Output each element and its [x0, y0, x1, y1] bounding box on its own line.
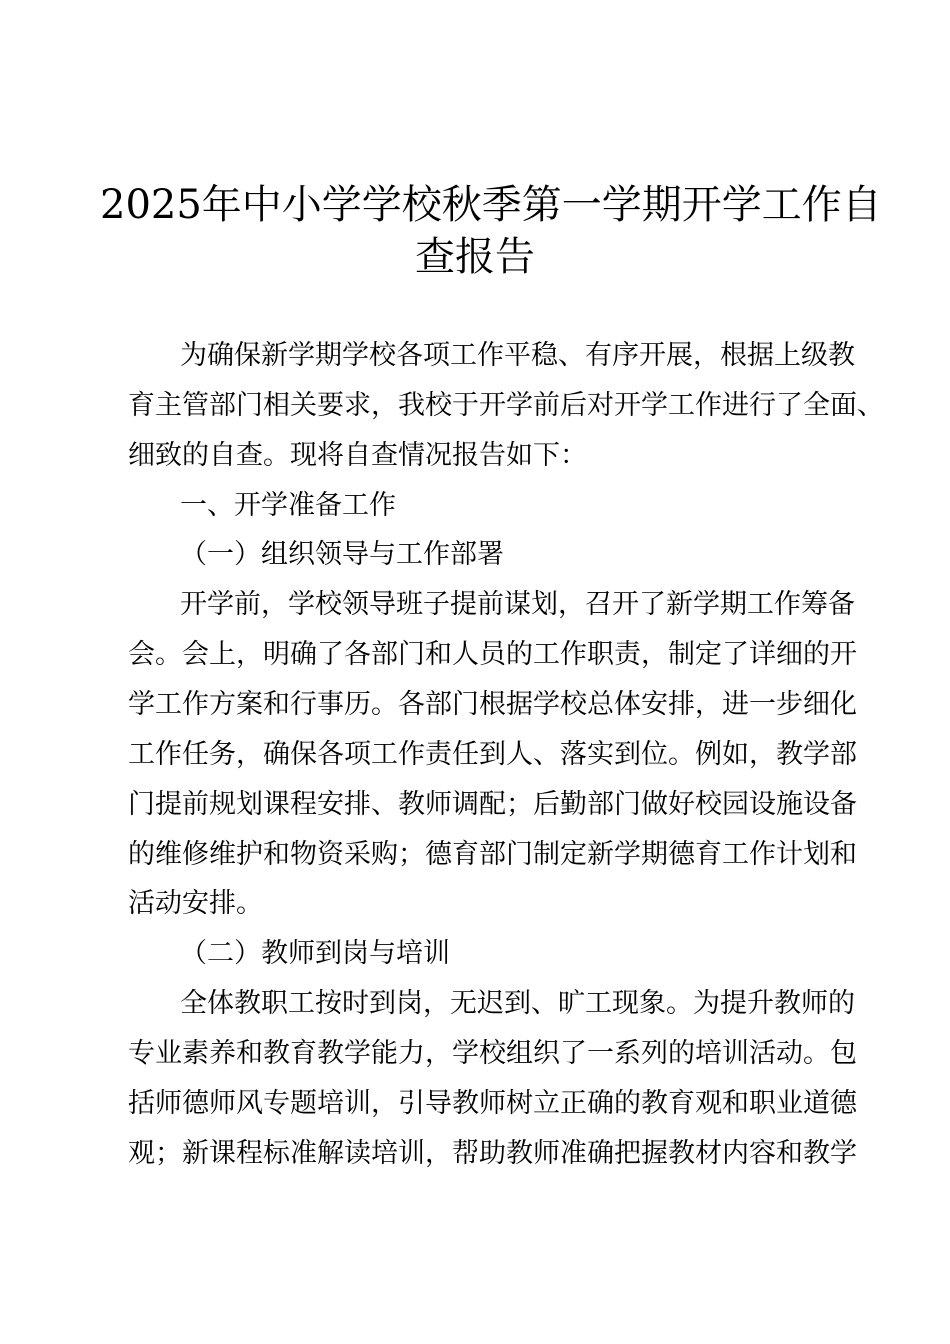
text-line: 学工作方案和行事历。各部门根据学校总体安排，进一步细化	[128, 688, 857, 720]
text-line: 全体教职工按时到岗，无迟到、旷工现象。为提升教师的	[180, 988, 855, 1020]
text-line: 一、开学准备工作	[180, 489, 396, 521]
text-line: 为确保新学期学校各项工作平稳、有序开展，根据上级教	[180, 340, 855, 371]
text-line: 门提前规划课程安排、教师调配；后勤部门做好校园设施设备	[128, 788, 857, 820]
text-line: （一）组织领导与工作部署	[180, 539, 504, 571]
text-line: 观；新课程标准解读培训，帮助教师准确把握教材内容和教学	[128, 1137, 857, 1169]
text-line: 括师德师风专题培训，引导教师树立正确的教育观和职业道德	[128, 1087, 857, 1119]
document-title-line-2: 查报告	[415, 234, 535, 280]
text-line: 开学前，学校领导班子提前谋划，召开了新学期工作筹备	[180, 589, 855, 621]
text-line: 的维修维护和物资采购；德育部门制定新学期德育工作计划和	[128, 838, 857, 870]
text-line: 活动安排。	[128, 888, 263, 920]
text-line: （二）教师到岗与培训	[180, 938, 450, 970]
document-title-line-1: 2025年中小学学校秋季第一学期开学工作自	[100, 182, 882, 228]
text-line: 会。会上，明确了各部门和人员的工作职责，制定了详细的开	[128, 639, 857, 671]
text-line: 育主管部门相关要求，我校于开学前后对开学工作进行了全面、	[128, 389, 884, 421]
text-line: 专业素养和教育教学能力，学校组织了一系列的培训活动。包	[128, 1037, 857, 1069]
text-line: 细致的自查。现将自查情况报告如下：	[128, 439, 587, 471]
text-line: 工作任务，确保各项工作责任到人、落实到位。例如，教学部	[128, 738, 857, 770]
